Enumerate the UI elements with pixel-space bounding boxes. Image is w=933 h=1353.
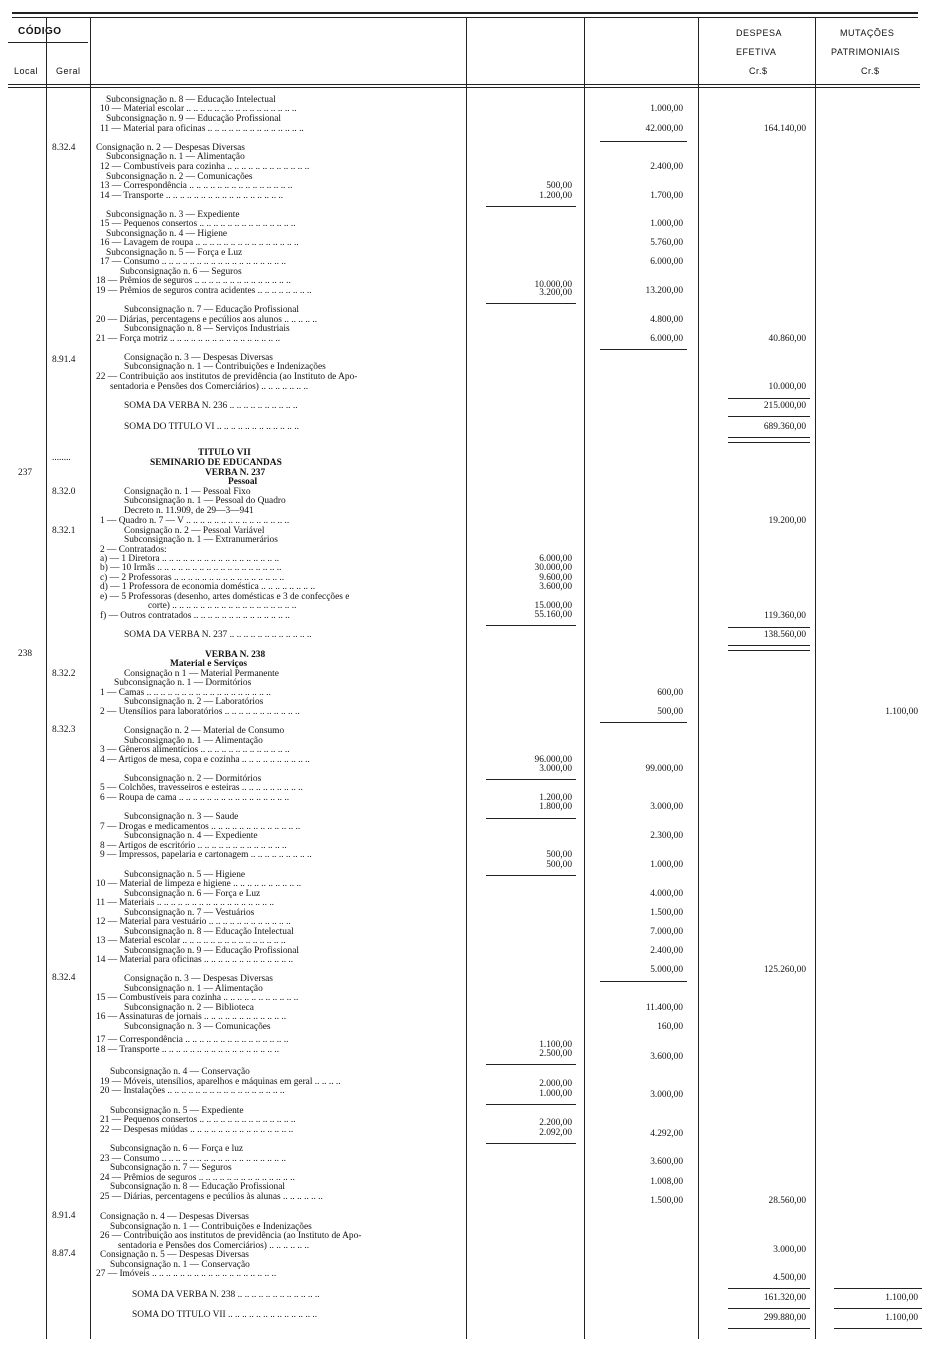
budget-line: Subconsignação n. 1 — Conservação — [110, 1260, 250, 1270]
budget-code: 8.32.0 — [52, 487, 76, 497]
top-rule-2 — [12, 17, 918, 18]
col-divider-local — [46, 17, 47, 1339]
amount-value: 10.000,00 — [534, 280, 572, 290]
budget-line: Subconsignação n. 5 — Higiene — [124, 870, 246, 880]
amount-value: 10.000,00 — [768, 382, 806, 392]
budget-line: Subconsignação n. 2 — Biblioteca — [124, 1003, 254, 1013]
sum-rule — [728, 627, 810, 628]
budget-line: Pessoal — [228, 477, 258, 487]
header-despesa-1: DESPESA — [736, 28, 783, 38]
amount-value: 4.800,00 — [650, 315, 683, 325]
budget-line: 1 — Quadro n. 7 — V .. .. .. .. .. .. .. .. .. .. .. .. .. .. .. — [100, 516, 290, 526]
budget-line: Subconsignação n. 4 — Higiene — [106, 229, 228, 239]
budget-line: 27 — Imóveis .. .. .. .. .. .. .. .. .. .. .. .. .. .. .. .. .. .. — [96, 1269, 277, 1279]
budget-line: 3 — Gêneros alimentícios .. .. .. .. .. .. .. .. .. .. .. .. .. — [100, 745, 290, 755]
amount-value: 125.260,00 — [763, 965, 806, 975]
header-despesa-3: Cr.$ — [749, 66, 768, 76]
sum-rule — [728, 1328, 810, 1329]
budget-line: 26 — Contribuição aos institutos de previdência (ao Instituto de Apo- — [100, 1231, 362, 1241]
amount-value: 4.292,00 — [650, 1129, 683, 1139]
sum-rule — [728, 398, 810, 399]
budget-line: 21 — Força motriz .. .. .. .. .. .. .. .. .. .. .. .. .. .. .. .. — [96, 334, 281, 344]
budget-line: 14 — Transporte .. .. .. .. .. .. .. .. .. .. .. .. .. .. .. .. .. — [100, 191, 284, 201]
budget-line: Subconsignação n. 3 — Comunicações — [124, 1022, 271, 1032]
budget-code: 238 — [18, 649, 33, 659]
budget-line: 15 — Combustíveis para cozinha .. .. .. .. .. .. .. .. .. .. .. — [96, 993, 299, 1003]
amount-value: 600,00 — [657, 688, 683, 698]
budget-line: SOMA DO TÍTULO VII .. .. .. .. .. .. .. .. .. .. .. .. .. — [132, 1310, 318, 1320]
amount-value: 2.092,00 — [539, 1128, 572, 1138]
budget-line: 17 — Correspondência .. .. .. .. .. .. .. .. .. .. .. .. .. .. .. — [96, 1035, 289, 1045]
budget-code: 8.91.4 — [52, 1211, 76, 1221]
amount-value: 2.200,00 — [539, 1118, 572, 1128]
budget-line: Consignação n. 2 — Material de Consumo — [124, 726, 285, 736]
budget-line: Consignação n. 3 — Despesas Diversas — [124, 353, 273, 363]
amount-value: 119.360,00 — [764, 611, 806, 621]
budget-line: Subconsignação n. 8 — Educação Intelectual — [106, 95, 276, 105]
amount-value: 500,00 — [657, 707, 683, 717]
amount-value: 1.500,00 — [650, 1196, 683, 1206]
sum-rule — [600, 349, 687, 350]
budget-line: e) — 5 Professoras (desenho, artes domésticas e 3 de confecções e — [100, 592, 350, 602]
budget-line: Subconsignação n. 3 — Saude — [124, 812, 239, 822]
budget-line: Consignação n. 2 — Despesas Diversas — [96, 143, 245, 153]
budget-line: SEMINÁRIO DE EDUCANDAS — [150, 458, 282, 468]
budget-line: Subconsignação n. 4 — Expediente — [124, 831, 258, 841]
amount-value: 500,00 — [546, 850, 572, 860]
sum-rule — [600, 722, 687, 723]
budget-code: 8.32.4 — [52, 143, 76, 153]
col-divider-desc — [466, 17, 467, 1339]
budget-line: SOMA DA VERBA N. 238 .. .. .. .. .. .. .. .. .. .. .. .. — [132, 1290, 320, 1300]
sum-rule — [728, 442, 810, 443]
amount-value: 42.000,00 — [645, 124, 683, 134]
budget-line: 21 — Pequenos consertos .. .. .. .. .. .. .. .. .. .. .. .. .. .. — [100, 1115, 296, 1125]
amount-value: 1.000,00 — [539, 1089, 572, 1099]
amount-value: 1.800,00 — [539, 802, 572, 812]
budget-line: TITULO VII — [198, 448, 251, 458]
amount-value: 3.600,00 — [539, 582, 572, 592]
budget-line: a) — 1 Diretora .. .. .. .. .. .. .. .. .. .. .. .. .. .. .. .. .. — [100, 554, 280, 564]
budget-line: Subconsignação n. 8 — Educação Profissional — [110, 1182, 285, 1192]
budget-line: SOMA DA VERBA N. 237 .. .. .. .. .. .. .. .. .. .. .. .. — [124, 630, 312, 640]
budget-line: 16 — Lavagem de roupa .. .. .. .. .. .. .. .. .. .. .. .. .. .. .. — [100, 238, 299, 248]
budget-line: 16 — Assinaturas de jornais .. .. .. .. .. .. .. .. .. .. .. .. — [96, 1012, 287, 1022]
amount-value: 160,00 — [657, 1022, 683, 1032]
top-rule-1 — [12, 12, 918, 14]
budget-line: Subconsignação n. 6 — Força e luz — [110, 1144, 244, 1154]
budget-line: sentadoria e Pensões dos Comerciários) .. .. .. .. .. .. — [118, 1241, 310, 1251]
amount-value: 161.320,00 — [763, 1293, 806, 1303]
header-mutacoes-1: MUTAÇÕES — [840, 28, 895, 38]
budget-line: 12 — Material para vestuário .. .. .. .. .. .. .. .. .. .. .. .. — [96, 917, 291, 927]
budget-line: corte) .. .. .. .. .. .. .. .. .. .. .. .. .. .. .. .. .. .. — [148, 601, 297, 611]
amount-value: 5.000,00 — [650, 965, 683, 975]
amount-value: 2.500,00 — [539, 1049, 572, 1059]
sum-rule — [600, 141, 687, 142]
sum-rule — [728, 1288, 810, 1289]
budget-line: 9 — Impressos, papelaria e cartonagem .. .. .. .. .. .. .. .. .. — [100, 850, 312, 860]
budget-code: 8.32.1 — [52, 526, 76, 536]
budget-line: Consignação n. 1 — Pessoal Fixo — [124, 487, 251, 497]
header-bottom-rule-2 — [8, 87, 920, 88]
budget-line: 20 — Instalações .. .. .. .. .. .. .. .. .. .. .. .. .. .. .. .. .. — [100, 1086, 285, 1096]
header-local: Local — [14, 66, 39, 76]
amount-value: 1.100,00 — [885, 1313, 918, 1323]
col-divider-amt3 — [815, 17, 816, 1339]
sum-rule — [834, 1288, 922, 1289]
budget-line: Subconsignação n. 2 — Dormitórios — [124, 774, 262, 784]
budget-line: Subconsignação n. 6 — Força e Luz — [124, 889, 261, 899]
budget-line: 12 — Combustíveis para cozinha .. .. .. .. .. .. .. .. .. .. .. .. — [100, 162, 310, 172]
budget-code: 8.32.3 — [52, 725, 76, 735]
budget-code: 8.87.4 — [52, 1249, 76, 1259]
sum-rule — [486, 303, 576, 304]
budget-line: Subconsignação n. 9 — Educação Profissional — [124, 946, 299, 956]
amount-value: 4.500,00 — [773, 1273, 806, 1283]
amount-value: 30.000,00 — [534, 563, 572, 573]
amount-value: 19.200,00 — [768, 516, 806, 526]
amount-value: 2.400,00 — [650, 946, 683, 956]
budget-line: 22 — Contribuição aos institutos de previdência (ao Instituto de Apo- — [96, 372, 358, 382]
budget-line: 7 — Drogas e medicamentos .. .. .. .. .. .. .. .. .. .. .. .. .. — [100, 822, 301, 832]
amount-value: 15.000,00 — [534, 601, 572, 611]
amount-value: 1.100,00 — [885, 1293, 918, 1303]
budget-line: Subconsignação n. 1 — Contribuições e Indenizações — [110, 1222, 312, 1232]
budget-line: 13 — Material escolar .. .. .. .. .. .. .. .. .. .. .. .. .. .. .. — [96, 936, 286, 946]
amount-value: 2.000,00 — [539, 1079, 572, 1089]
header-codigo-rule — [8, 42, 88, 43]
budget-line: Decreto n. 11.909, de 29—3—941 — [124, 506, 254, 516]
budget-line: 2 — Utensílios para laboratórios .. .. .. .. .. .. .. .. .. .. .. — [100, 707, 300, 717]
budget-line: 6 — Roupa de cama .. .. .. .. .. .. .. .. .. .. .. .. .. .. .. .. — [100, 793, 290, 803]
budget-line: sentadoria e Pensões dos Comerciários) .. .. .. .. .. .. .. — [110, 382, 309, 392]
amount-value: 215.000,00 — [763, 401, 806, 411]
budget-line: d) — 1 Professora de economia doméstica .. .. .. .. .. .. .. .. — [100, 582, 316, 592]
budget-line: Consignação n. 5 — Despesas Diversas — [100, 1250, 249, 1260]
budget-line: 25 — Diárias, percentagens e pecúlios às alunas .. .. .. .. .. .. — [100, 1192, 323, 1202]
amount-value: 40.860,00 — [768, 334, 806, 344]
amount-value: 689.360,00 — [763, 422, 806, 432]
amount-value: 164.140,00 — [763, 124, 806, 134]
budget-line: Consignação n. 2 — Pessoal Variável — [124, 526, 265, 536]
sum-rule — [486, 1143, 576, 1144]
budget-line: 15 — Pequenos consertos .. .. .. .. .. .. .. .. .. .. .. .. .. .. — [100, 219, 296, 229]
sum-rule — [728, 645, 810, 646]
budget-line: 23 — Consumo .. .. .. .. .. .. .. .. .. .. .. .. .. .. .. .. .. .. — [100, 1154, 286, 1164]
budget-line: f) — Outros contratados .. .. .. .. .. .. .. .. .. .. .. .. .. .. — [100, 611, 290, 621]
budget-line: 19 — Móveis, utensílios, aparelhos e máquinas em geral .. .. .. .. — [100, 1077, 341, 1087]
amount-value: 1.700,00 — [650, 191, 683, 201]
budget-line: 24 — Prêmios de seguros .. .. .. .. .. .. .. .. .. .. .. .. .. .. — [100, 1173, 295, 1183]
budget-line: Subconsignação n. 9 — Educação Profissional — [106, 114, 281, 124]
budget-line: 14 — Material para oficinas .. .. .. .. .. .. .. .. .. .. .. .. .. — [96, 955, 294, 965]
amount-value: 3.000,00 — [650, 1090, 683, 1100]
budget-line: 10 — Material de limpeza e higiene .. .. .. .. .. .. .. .. .. .. — [96, 879, 302, 889]
budget-line: Subconsignação n. 1 — Alimentação — [106, 152, 245, 162]
sum-rule — [486, 1104, 576, 1105]
budget-line: Subconsignação n. 5 — Força e Luz — [106, 248, 243, 258]
budget-line: 8 — Artigos de escritório .. .. .. .. .. .. .. .. .. .. .. .. .. — [100, 841, 287, 851]
budget-line: 18 — Transporte .. .. .. .. .. .. .. .. .. .. .. .. .. .. .. .. .. — [96, 1045, 280, 1055]
sum-rule — [728, 416, 810, 417]
amount-value: 3.000,00 — [650, 802, 683, 812]
sum-rule — [728, 437, 810, 438]
budget-line: SOMA DO TÍTULO VI .. .. .. .. .. .. .. .. .. .. .. .. — [124, 422, 299, 432]
budget-line: Subconsignação n. 7 — Seguros — [110, 1163, 232, 1173]
budget-line: 5 — Colchões, travesseiros e esteiras .. .. .. .. .. .. .. .. .. — [100, 783, 303, 793]
budget-code: 8.91.4 — [52, 355, 76, 365]
sum-rule — [486, 818, 576, 819]
budget-line: 22 — Despesas miúdas .. .. .. .. .. .. .. .. .. .. .. .. .. .. .. — [100, 1125, 294, 1135]
budget-line: Subconsignação n. 2 — Laboratórios — [124, 697, 264, 707]
amount-value: 299.880,00 — [763, 1313, 806, 1323]
amount-value: 28.560,00 — [768, 1196, 806, 1206]
amount-value: 11.400,00 — [645, 1003, 683, 1013]
amount-value: 1.000,00 — [650, 219, 683, 229]
amount-value: 3.600,00 — [650, 1157, 683, 1167]
amount-value: 4.000,00 — [650, 889, 683, 899]
amount-value: 99.000,00 — [645, 764, 683, 774]
budget-line: Subconsignação n. 4 — Conservação — [110, 1067, 250, 1077]
budget-line: VERBA N. 238 — [205, 650, 266, 660]
budget-line: Subconsignação n. 1 — Pessoal do Quadro — [124, 496, 286, 506]
budget-line: 10 — Material escolar .. .. .. .. .. .. .. .. .. .. .. .. .. .. .. .. — [100, 104, 297, 114]
header-mutacoes-3: Cr.$ — [861, 66, 880, 76]
budget-line: 2 — Contratados: — [100, 545, 167, 555]
header-mutacoes-2: PATRIMONIAIS — [831, 47, 901, 57]
budget-line: Consignação n. 4 — Despesas Diversas — [100, 1212, 249, 1222]
amount-value: 500,00 — [546, 860, 572, 870]
budget-line: Subconsignação n. 5 — Expediente — [110, 1106, 244, 1116]
amount-value: 7.000,00 — [650, 927, 683, 937]
col-divider-amt1 — [584, 17, 585, 1339]
budget-line: Subconsignação n. 7 — Educação Profissional — [124, 305, 299, 315]
amount-value: 6.000,00 — [650, 257, 683, 267]
budget-line: Subconsignação n. 3 — Expediente — [106, 210, 240, 220]
budget-line: Consignação n 1 — Material Permanente — [124, 669, 279, 679]
budget-line: Subconsignação n. 6 — Seguros — [120, 267, 242, 277]
budget-line: Material e Serviços — [170, 659, 248, 669]
header-codigo: CÓDIGO — [18, 26, 62, 37]
amount-value: 1.500,00 — [650, 908, 683, 918]
sum-rule — [728, 1308, 810, 1309]
budget-line: 17 — Consumo .. .. .. .. .. .. .. .. .. .. .. .. .. .. .. .. .. .. — [100, 257, 286, 267]
budget-line: Subconsignação n. 1 — Alimentação — [124, 984, 263, 994]
budget-code: 8.32.4 — [52, 973, 76, 983]
budget-line: Subconsignação n. 7 — Vestuários — [124, 908, 255, 918]
sum-rule — [600, 981, 687, 982]
amount-value: 13.200,00 — [645, 286, 683, 296]
amount-value: 6.000,00 — [650, 334, 683, 344]
budget-line: c) — 2 Professoras .. .. .. .. .. .. .. .. .. .. .. .. .. .. .. .. — [100, 573, 285, 583]
amount-value: 6.000,00 — [539, 554, 572, 564]
header-despesa-2: EFETIVA — [736, 47, 777, 57]
col-divider-geral — [90, 17, 91, 1339]
budget-line: Subconsignação n. 1 — Alimentação — [124, 736, 263, 746]
budget-line: Subconsignação n. 2 — Comunicações — [106, 172, 253, 182]
budget-line: 18 — Prêmios de seguros .. .. .. .. .. .. .. .. .. .. .. .. .. .. — [96, 276, 291, 286]
amount-value: 96.000,00 — [534, 755, 572, 765]
sum-rule — [834, 1328, 922, 1329]
sum-rule — [834, 1308, 922, 1309]
amount-value: 1.100,00 — [885, 707, 918, 717]
budget-line: Subconsignação n. 1 — Contribuições e Indenizações — [124, 362, 326, 372]
budget-line: Subconsignação n. 1 — Extranumerários — [124, 535, 278, 545]
budget-line: 13 — Correspondência .. .. .. .. .. .. .. .. .. .. .. .. .. .. .. — [100, 181, 293, 191]
budget-line: 11 — Material para oficinas .. .. .. .. .. .. .. .. .. .. .. .. .. .. — [100, 124, 304, 134]
amount-value: 1.000,00 — [650, 104, 683, 114]
amount-value: 5.760,00 — [650, 238, 683, 248]
header-geral: Geral — [56, 66, 81, 76]
col-divider-amt2 — [698, 17, 699, 1339]
amount-value: 2.400,00 — [650, 162, 683, 172]
amount-value: 2.300,00 — [650, 831, 683, 841]
amount-value: 55.160,00 — [534, 610, 572, 620]
budget-line: Subconsignação n. 8 — Serviços Industriais — [124, 324, 290, 334]
budget-line: Subconsignação n. 8 — Educação Intelectual — [124, 927, 294, 937]
amount-value: 1.100,00 — [539, 1040, 572, 1050]
budget-code: ........ — [52, 453, 71, 463]
sum-rule — [486, 1064, 576, 1065]
budget-line: 19 — Prêmios de seguros contra acidentes .. .. .. .. .. .. .. .. — [96, 286, 312, 296]
amount-value: 3.600,00 — [650, 1052, 683, 1062]
amount-value: 3.200,00 — [539, 288, 572, 298]
budget-line: 11 — Materiais .. .. .. .. .. .. .. .. .. .. .. .. .. .. .. .. .. — [96, 898, 275, 908]
budget-line: 20 — Diárias, percentagens e pecúlios aos alunos .. .. .. .. .. — [96, 315, 318, 325]
sum-rule — [486, 625, 576, 626]
budget-line: b) — 10 Irmãs .. .. .. .. .. .. .. .. .. .. .. .. .. .. .. .. .. .. — [100, 563, 282, 573]
amount-value: 1.200,00 — [539, 793, 572, 803]
amount-value: 3.000,00 — [539, 764, 572, 774]
amount-value: 1.000,00 — [650, 860, 683, 870]
budget-line: VERBA N. 237 — [205, 468, 266, 478]
budget-line: SOMA DA VERBA N. 236 .. .. .. .. .. .. .. .. .. .. — [124, 401, 298, 411]
sum-rule — [486, 875, 576, 876]
budget-code: 237 — [18, 468, 33, 478]
amount-value: 500,00 — [546, 181, 572, 191]
sum-rule — [728, 650, 810, 651]
amount-value: 1.008,00 — [650, 1177, 683, 1187]
budget-code: 8.32.2 — [52, 669, 76, 679]
sum-rule — [486, 206, 576, 207]
budget-line: Subconsignação n. 1 — Dormitórios — [114, 678, 252, 688]
budget-line: 1 — Camas .. .. .. .. .. .. .. .. .. .. .. .. .. .. .. .. .. .. — [100, 688, 271, 698]
budget-line: Consignação n. 3 — Despesas Diversas — [124, 974, 273, 984]
budget-line: 4 — Artigos de mesa, copa e cozinha .. .. .. .. .. .. .. .. .. .. — [100, 755, 310, 765]
amount-value: 9.600,00 — [539, 573, 572, 583]
amount-value: 138.560,00 — [763, 630, 806, 640]
header-bottom-rule — [8, 84, 920, 85]
amount-value: 1.200,00 — [539, 191, 572, 201]
amount-value: 3.000,00 — [773, 1245, 806, 1255]
sum-rule — [486, 779, 576, 780]
